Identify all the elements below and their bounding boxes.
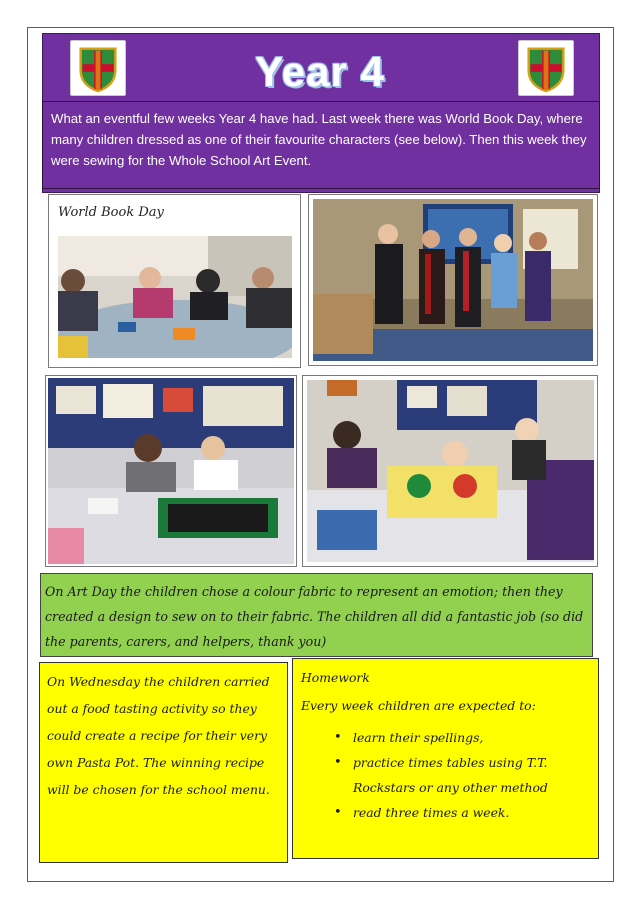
photo-world-book-day-table [58,236,292,358]
world-book-day-label: World Book Day [58,205,164,220]
homework-item: • read three times a week. [301,800,590,825]
page-title: Year 4 [255,48,385,95]
homework-list [301,725,590,825]
art-day-text: On Art Day the children chose a colour fabric to represent an emotion; then they created a design to sew on to their fabric. The children all did a fantastic job (so did the parents, carers, and helpers, thank you) [40,573,593,657]
photo-costume-line-up [313,199,593,361]
homework-item: • learn their spellings, [301,725,590,750]
homework-intro: Every week children are expected to: [301,698,536,713]
photo-fabric-design [307,380,594,562]
homework-item: • practice times tables using T.T. Rockstars or any other method [301,750,590,800]
photo-sewing-table [48,378,294,564]
intro-text: What an eventful few weeks Year 4 have had. Last week there was World Book Day, where many children dressed as one of their favourite characters (see below). Then this week they were sewing for the Whole School Art Event. [42,101,600,189]
homework-box [292,658,599,859]
food-tasting-text: On Wednesday the children carried out a food tasting activity so they could create a recipe for their very own Pasta Pot. The winning recipe will be chosen for the school menu. [39,662,288,863]
homework-title: Homework [301,670,370,685]
